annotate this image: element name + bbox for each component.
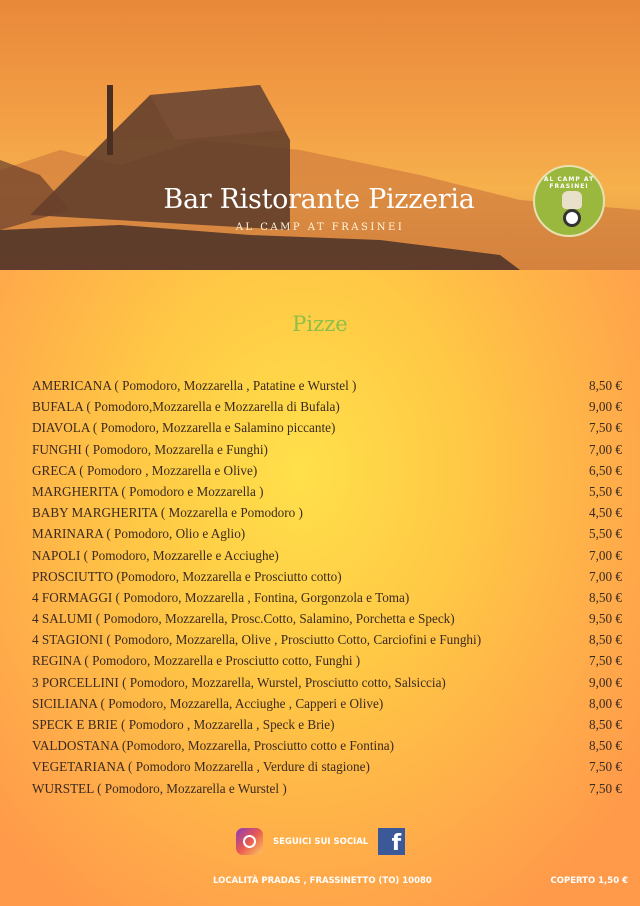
menu-item [32,737,622,758]
menu-item [32,525,622,546]
item-price: 9,00 € [589,399,622,415]
instagram-icon[interactable] [236,828,263,855]
menu-item [32,652,622,673]
menu-item [32,504,622,525]
facebook-icon[interactable]: f [378,828,405,855]
address: LOCALITÀ PRADAS , FRASSINETTO (TO) 10080 [213,876,432,886]
menu-item [32,398,622,419]
restaurant-logo [533,165,605,237]
menu-item [32,462,622,483]
item-price: 7,50 € [589,759,622,775]
owl-mascot-icon [562,191,582,209]
menu-item [32,716,622,737]
item-name: PROSCIUTTO (Pomodoro, Mozzarella e Prosciutto cotto) [32,568,342,584]
item-price: 7,50 € [589,653,622,669]
item-name: BUFALA ( Pomodoro,Mozzarella e Mozzarella di Bufala) [32,399,340,415]
item-price: 8,50 € [589,589,622,605]
item-name: FUNGHI ( Pomodoro, Mozzarella e Funghi) [32,441,268,457]
item-price: 8,50 € [589,717,622,732]
item-name: MARGHERITA ( Pomodoro e Mozzarella ) [32,483,264,499]
menu-item [32,695,622,716]
restaurant-subtitle: AL CAMP AT FRASINEI [235,222,405,233]
item-price: 9,50 € [589,611,622,627]
item-name: 4 SALUMI ( Pomodoro, Mozzarella, Prosc.Cotto, Salamino, Porchetta e Speck) [32,611,455,627]
item-name: SPECK E BRIE ( Pomodoro , Mozzarella , Speck e Brie) [32,717,335,732]
menu-item [32,610,622,631]
item-price: 7,00 € [589,441,622,457]
item-price: 6,50 € [589,462,622,478]
menu-item [32,780,622,801]
item-name: 4 FORMAGGI ( Pomodoro, Mozzarella , Fontina, Gorgonzola e Toma) [32,589,410,605]
social-links [236,828,405,855]
menu-item [32,419,622,440]
item-price: 8,50 € [589,738,622,754]
menu-item [32,483,622,504]
section-title: Pizze [292,312,348,336]
item-name: GRECA ( Pomodoro , Mozzarella e Olive) [32,462,258,478]
menu-item [32,377,622,398]
logo-text: AL CAMP AT FRASINEI [543,176,595,190]
menu-item [32,674,622,695]
item-name: BABY MARGHERITA ( Mozzarella e Pomodoro ) [32,505,303,521]
item-price: 8,50 € [589,632,622,648]
item-price: 8,00 € [589,695,622,711]
item-name: DIAVOLA ( Pomodoro, Mozzarella e Salamino piccante) [32,420,336,436]
soccer-ball-icon [563,209,581,227]
menu-item [32,547,622,568]
item-price: 7,00 € [589,547,622,563]
item-name: MARINARA ( Pomodoro, Olio e Aglio) [32,526,246,542]
menu-item [32,441,622,462]
item-price: 7,50 € [589,780,622,796]
item-price: 9,00 € [589,674,622,690]
item-name: VEGETARIANA ( Pomodoro Mozzarella , Verdure di stagione) [32,759,370,775]
pizza-menu-list [32,377,622,801]
item-name: 4 STAGIONI ( Pomodoro, Mozzarella, Olive , Prosciutto Cotto, Carciofini e Funghi) [32,632,482,648]
restaurant-title: Bar Ristorante Pizzeria [163,184,475,215]
item-name: VALDOSTANA (Pomodoro, Mozzarella, Prosciutto cotto e Fontina) [32,738,395,754]
item-name: 3 PORCELLINI ( Pomodoro, Mozzarella, Wurstel, Prosciutto cotto, Salsiccia) [32,674,446,690]
item-name: AMERICANA ( Pomodoro, Mozzarella , Patatine e Wurstel ) [32,378,357,393]
social-label: SEGUICI SUI SOCIAL [273,836,369,847]
item-name: NAPOLI ( Pomodoro, Mozzarelle e Acciughe) [32,547,279,563]
item-price: 8,50 € [589,378,622,393]
menu-item [32,568,622,589]
item-price: 7,50 € [589,420,622,436]
item-price: 5,50 € [589,483,622,499]
item-name: SICILIANA ( Pomodoro, Mozzarella, Acciughe , Capperi e Olive) [32,695,384,711]
item-name: REGINA ( Pomodoro, Mozzarella e Prosciutto cotto, Funghi ) [32,653,361,669]
cover-charge: COPERTO 1,50 € [550,876,628,886]
menu-item [32,631,622,652]
menu-item [32,758,622,779]
header-photo [0,0,640,270]
item-price: 5,50 € [589,526,622,542]
item-price: 4,50 € [589,505,622,521]
menu-item [32,589,622,610]
item-name: WURSTEL ( Pomodoro, Mozzarella e Wurstel ) [32,780,287,796]
item-price: 7,00 € [589,568,622,584]
